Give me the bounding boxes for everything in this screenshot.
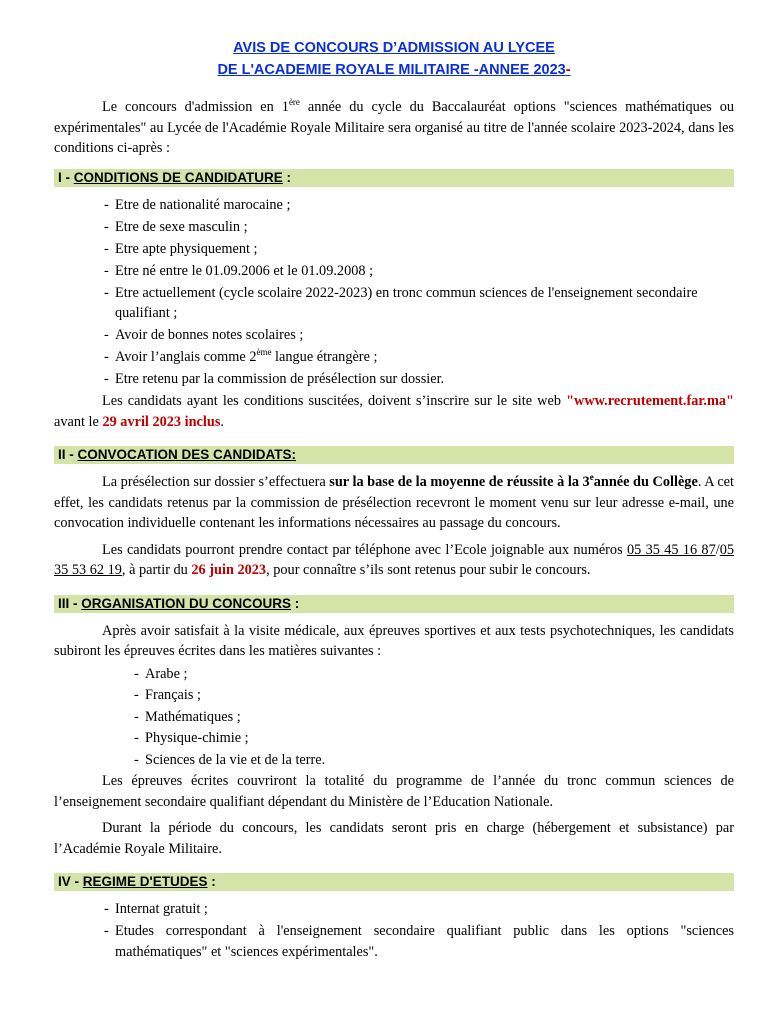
intro-paragraph xyxy=(54,97,734,159)
intro-superscript: ère xyxy=(288,97,300,108)
english-superscript: ème xyxy=(256,347,272,358)
section-1-suffix: : xyxy=(282,169,291,185)
document-page xyxy=(54,37,734,964)
convocation-paragraph-1 xyxy=(54,472,734,534)
subject-item: - Sciences de la vie et de la terre. xyxy=(134,750,734,771)
section-4-heading xyxy=(54,873,734,891)
section-2-title: CONVOCATION DES CANDIDATS: xyxy=(77,447,296,462)
document-title xyxy=(54,37,734,81)
condition-item: - Etre apte physiquement ; xyxy=(104,239,734,260)
subject-item: - Arabe ; xyxy=(134,664,734,685)
convocation-bold-a: sur la base de la moyenne de réussite à la 3 xyxy=(329,474,590,490)
subjects-list xyxy=(54,664,734,771)
convocation-bold-b: année du Collège xyxy=(593,474,698,490)
condition-item: - Avoir de bonnes notes scolaires ; xyxy=(104,325,734,346)
convocation-text-b: . A cet effet, les candidats retenus par la commission de présélection recevront le moment venu sur leur adresse e-mail, une convocation individuelle contenant les informations nécessaires au passage du concours. xyxy=(54,474,734,531)
condition-item: - Etre de nationalité marocaine ; xyxy=(104,195,734,216)
section-4-number: IV - xyxy=(58,874,83,889)
registration-paragraph xyxy=(54,391,734,432)
condition-item: - Etre de sexe masculin ; xyxy=(104,217,734,238)
convocation-paragraph-2 xyxy=(54,540,734,581)
condition-item: - Etre actuellement (cycle scolaire 2022-2023) en tronc commun sciences de l'enseignement secondaire qualifiant ; xyxy=(104,283,734,324)
english-text-a: Avoir l’anglais comme 2 xyxy=(115,349,257,365)
condition-item: - Etre né entre le 01.09.2006 et le 01.09.2008 ; xyxy=(104,261,734,282)
section-3-suffix: : xyxy=(291,595,300,611)
registration-text-c: . xyxy=(220,413,224,430)
registration-deadline: 29 avril 2023 inclus xyxy=(102,413,221,430)
contact-text-c: , pour connaître s’ils sont retenus pour subir le concours. xyxy=(266,562,591,578)
phone-number-1: 05 35 45 16 87 xyxy=(626,541,716,558)
section-4-title: REGIME D'ETUDES xyxy=(82,874,208,889)
section-4-suffix: : xyxy=(207,874,216,889)
condition-item-english xyxy=(104,347,734,368)
title-line-2 xyxy=(54,59,734,81)
registration-text-b: avant le xyxy=(54,413,103,430)
section-3-heading xyxy=(54,595,734,613)
conditions-list xyxy=(54,195,734,390)
intro-text-b: année du cycle du Baccalauréat options "sciences mathématiques ou expérimentales" au Lycée de l'Académie Royale Militaire sera organisé au titre de l'année scolaire 2023-2024, dans les conditions ci-après : xyxy=(54,99,734,156)
contact-text-b: , à partir du xyxy=(121,562,192,578)
phone-separator: / xyxy=(715,541,720,558)
condition-item: - Etre retenu par la commission de présélection sur dossier. xyxy=(104,369,734,390)
intro-text-a: Le concours d'admission en 1 xyxy=(102,99,289,115)
section-1-title: CONDITIONS DE CANDIDATURE xyxy=(73,169,283,185)
section-2-heading xyxy=(54,446,734,464)
section-1-heading xyxy=(54,169,734,187)
subject-item: - Mathématiques ; xyxy=(134,707,734,728)
convocation-text-a: La présélection sur dossier s’effectuera xyxy=(102,474,330,490)
phone-number-2: 05 35 53 62 19 xyxy=(54,541,734,578)
title-line-2-suffix: - xyxy=(565,62,571,78)
registration-website-link[interactable]: "www.recrutement.far.ma" xyxy=(566,393,734,409)
organisation-paragraph-1: Après avoir satisfait à la visite médicale, aux épreuves sportives et aux tests psychotechniques, les candidats subiront les épreuves écrites dans les matières suivantes : xyxy=(54,622,734,659)
regime-item: - Etudes correspondant à l'enseignement secondaire qualifiant public dans les options "sciences mathématiques" et "sciences expérimentales". xyxy=(104,921,734,962)
subject-item: - Physique-chimie ; xyxy=(134,728,734,749)
subject-item: - Français ; xyxy=(134,685,734,706)
title-line-1: AVIS DE CONCOURS D’ADMISSION AU LYCEE xyxy=(233,40,555,56)
section-3-title: ORGANISATION DU CONCOURS xyxy=(81,595,292,611)
section-1-number: I - xyxy=(58,169,74,185)
regime-item: - Internat gratuit ; xyxy=(104,899,734,920)
section-3-number: III - xyxy=(58,595,82,611)
contact-text-a: Les candidats pourront prendre contact par téléphone avec l’Ecole joignable aux numéros xyxy=(102,541,627,558)
english-text-b: langue étrangère ; xyxy=(271,349,378,365)
registration-text-a: Les candidats ayant les conditions suscitées, doivent s’inscrire sur le site web xyxy=(102,393,567,409)
regime-list xyxy=(54,899,734,962)
section-2-number: II - xyxy=(58,447,78,462)
organisation-paragraph-2: Les épreuves écrites couvriront la totalité du programme de l’année du tronc commun sciences de l’enseignement secondaire qualifiant dépendant du Ministère de l’Education Nationale. xyxy=(54,773,734,810)
convocation-superscript: e xyxy=(589,472,594,483)
title-line-2-text: DE L'ACADEMIE ROYALE MILITAIRE -ANNEE 2023 xyxy=(217,62,566,78)
organisation-paragraph-3: Durant la période du concours, les candidats seront pris en charge (hébergement et subsistance) par l’Académie Royale Militaire. xyxy=(54,820,734,857)
contact-date: 26 juin 2023 xyxy=(191,562,267,578)
